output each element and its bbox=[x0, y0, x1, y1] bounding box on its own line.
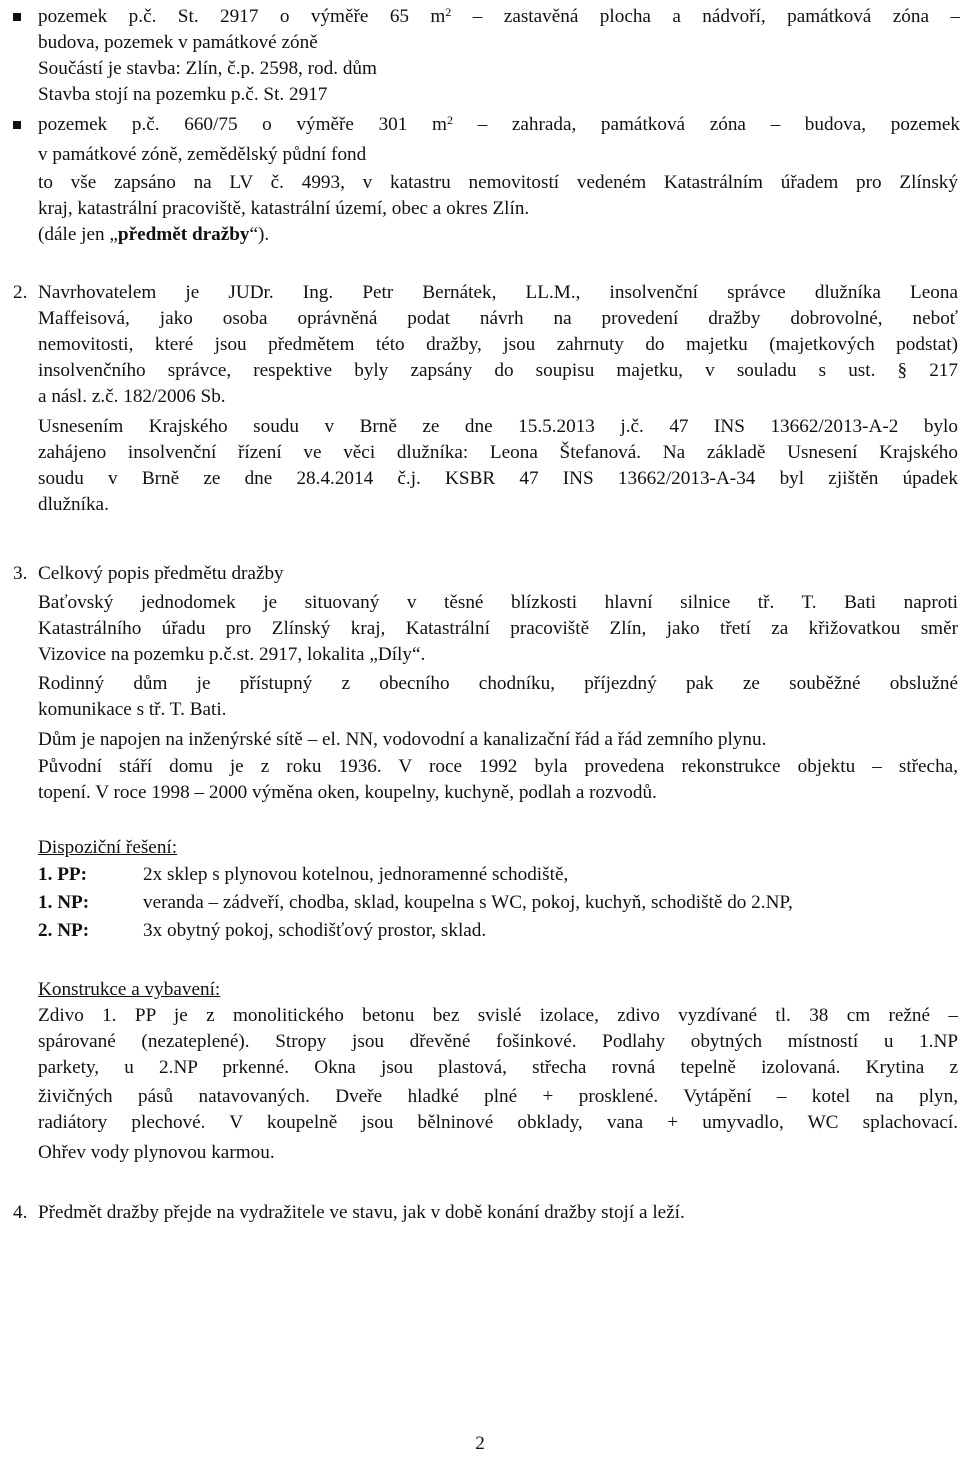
paragraph-line: Původní stáří domu je z roku 1936. V roce 1992 byla provedena rekonstrukce objektu – střecha, bbox=[38, 756, 958, 777]
paragraph-line: parkety, u 2.NP prkenné. Okna jsou plastová, střecha rovná tepelně izolovaná. Krytina z bbox=[38, 1057, 958, 1078]
page-number: 2 bbox=[475, 1433, 485, 1454]
paragraph-line: nemovitosti, které jsou předmětem této dražby, jsou zahrnuty do majetku (majetkových podstat) bbox=[38, 334, 958, 355]
paragraph-line: Dům je napojen na inženýrské sítě – el. NN, vodovodní a kanalizační řád a řád zemního plynu. bbox=[38, 729, 767, 750]
paragraph-line: radiátory plechové. V koupelně jsou bělninové obklady, vana + umyvadlo, WC splachovací. bbox=[38, 1112, 958, 1133]
bullet-line: pozemek p.č. 660/75 o výměře 301 $m^2$ – zahrada, památková zóna – budova, pozemek bbox=[38, 113, 960, 135]
paragraph-line: topení. V roce 1998 – 2000 výměna oken, koupelny, kuchyně, podlah a rozvodů. bbox=[38, 782, 657, 803]
paragraph-line: Ohřev vody plynovou karmou. bbox=[38, 1142, 275, 1163]
floor-description: 2x sklep s plynovou kotelnou, jednoramenné schodiště, bbox=[143, 864, 569, 885]
subject-definition: (dále jen „předmět dražby“). bbox=[38, 224, 270, 245]
paragraph-line: komunikace s tř. T. Bati. bbox=[38, 699, 227, 720]
bullet-continuation: budova, pozemek v památkové zóně bbox=[38, 32, 318, 53]
floor-label: 1. PP: bbox=[38, 864, 88, 885]
paragraph-line: zahájeno insolvenční řízení ve věci dlužníka: Leona Štefanová. Na základě Usnesení Krajského bbox=[38, 442, 958, 463]
building-note: Stavba stojí na pozemku p.č. St. 2917 bbox=[38, 84, 328, 105]
section-number: 3. bbox=[13, 563, 28, 584]
component-note: Součástí je stavba: Zlín, č.p. 2598, rod. dům bbox=[38, 58, 377, 79]
bullet-marker bbox=[13, 121, 21, 129]
paragraph-line: spárované (nezateplené). Stropy jsou dřevěné fošinkové. Podlahy obytných místností u 1.NP bbox=[38, 1031, 958, 1052]
floor-label: 2. NP: bbox=[38, 920, 90, 941]
lv-registration-line: kraj, katastrální pracoviště, katastrální území, obec a okres Zlín. bbox=[38, 198, 530, 219]
bullet-line: pozemek p.č. St. 2917 o výměře 65 $m^2$ – zastavěná plocha a nádvoří, památková zóna – bbox=[38, 5, 960, 27]
floor-label: 1. NP: bbox=[38, 892, 90, 913]
paragraph-line: Katastrálního úřadu pro Zlínský kraj, Katastrální pracoviště Zlín, jako třetí za křižovatkou směr bbox=[38, 618, 958, 639]
bullet-marker bbox=[13, 13, 21, 21]
paragraph-line: soudu v Brně ze dne 28.4.2014 č.j. KSBR 47 INS 13662/2013-A-34 byl zjištěn úpadek bbox=[38, 468, 958, 489]
paragraph-line: Baťovský jednodomek je situovaný v těsné blízkosti hlavní silnice tř. T. Bati naproti bbox=[38, 592, 958, 613]
paragraph-line: Usnesením Krajského soudu v Brně ze dne 15.5.2013 j.č. 47 INS 13662/2013-A-2 bylo bbox=[38, 416, 958, 437]
paragraph-line: Předmět dražby přejde na vydražitele ve stavu, jak v době konání dražby stojí a leží. bbox=[38, 1202, 685, 1223]
paragraph-line: Zdivo 1. PP je z monolitického betonu bez svislé izolace, zdivo vyzdívané tl. 38 cm režné – bbox=[38, 1005, 958, 1026]
construction-heading: Konstrukce a vybavení: bbox=[38, 979, 221, 1000]
paragraph-line: živičných pásů natavovaných. Dveře hladké plné + prosklené. Vytápění – kotel na plyn, bbox=[38, 1086, 958, 1107]
paragraph-line: insolvenčního správce, respektive byly zapsány do soupisu majetku, v souladu s ust. § 217 bbox=[38, 360, 958, 381]
paragraph-line: Vizovice na pozemku p.č.st. 2917, lokalita „Díly“. bbox=[38, 644, 426, 665]
floor-description: 3x obytný pokoj, schodišťový prostor, sklad. bbox=[143, 920, 487, 941]
paragraph-line: Maffeisová, jako osoba oprávněná podat návrh na provedení dražby dobrovolné, neboť bbox=[38, 308, 958, 329]
paragraph-line: a násl. z.č. 182/2006 Sb. bbox=[38, 386, 226, 407]
section-title: Celkový popis předmětu dražby bbox=[38, 563, 284, 584]
paragraph-line: dlužníka. bbox=[38, 494, 109, 515]
layout-heading: Dispoziční řešení: bbox=[38, 837, 178, 858]
floor-description: veranda – zádveří, chodba, sklad, koupelna s WC, pokoj, kuchyň, schodiště do 2.NP, bbox=[143, 892, 793, 913]
section-number: 4. bbox=[13, 1202, 28, 1223]
lv-registration-line: to vše zapsáno na LV č. 4993, v katastru nemovitostí vedeném Katastrálním úřadem pro Zlínský bbox=[38, 172, 958, 193]
paragraph-line: Navrhovatelem je JUDr. Ing. Petr Bernátek, LL.M., insolvenční správce dlužníka Leona bbox=[38, 282, 958, 303]
paragraph-line: Rodinný dům je přístupný z obecního chodníku, příjezdný pak ze souběžné obslužné bbox=[38, 673, 958, 694]
section-number: 2. bbox=[13, 282, 28, 303]
bullet-continuation: v památkové zóně, zemědělský půdní fond bbox=[38, 144, 367, 165]
